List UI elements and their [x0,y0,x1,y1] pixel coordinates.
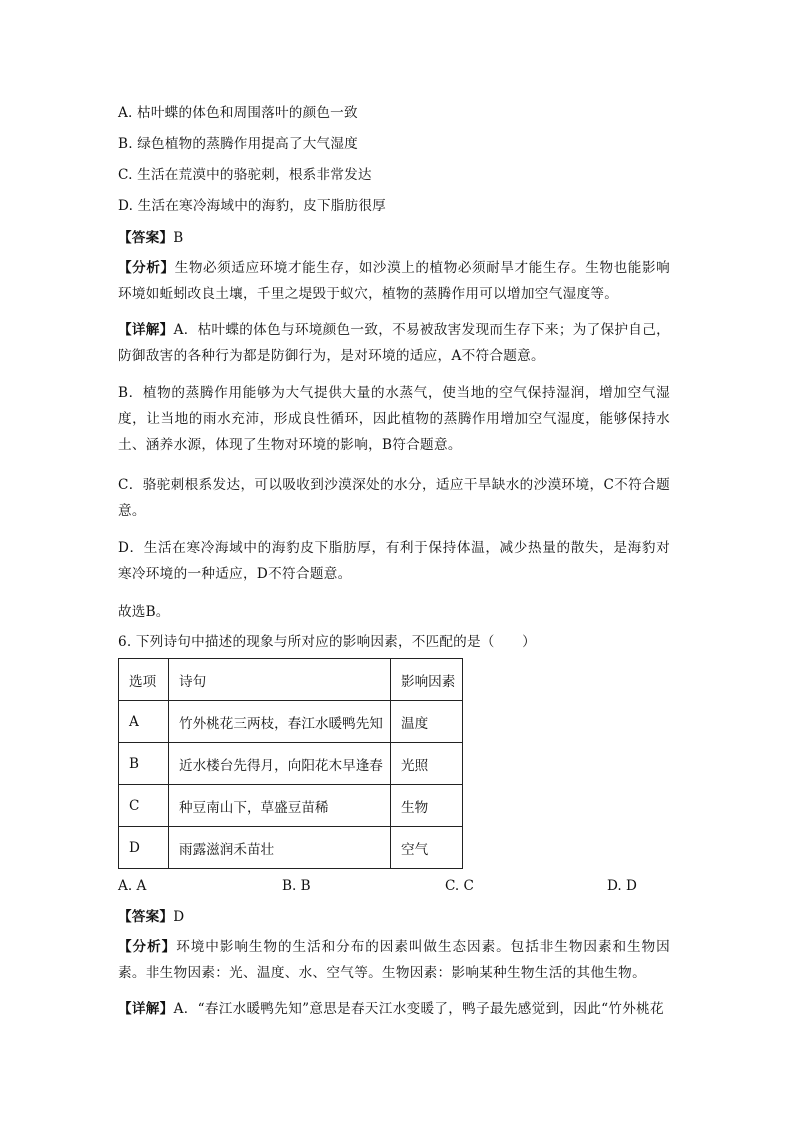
table-header-cell: 选项 [119,659,169,701]
analysis-tag: 【分析】 [118,260,175,276]
answer-tag: 【答案】 [118,909,174,925]
conclusion-prev: 故选B。 [118,604,170,620]
analysis-text: 生物必须适应环境才能生存，如沙漠上的植物必须耐旱才能生存。生物也能影响环境如蚯蚓改良土壤，千里之堤毁于蚁穴，植物的蒸腾作用可以增加空气湿度等。 [118,260,671,302]
table-header-row [119,659,463,701]
detail-a-prev [118,318,670,370]
answer-prev [118,228,183,248]
detail-b-prev: B．植物的蒸腾作用能够为大气提供大量的水蒸气，使当地的空气保持湿润，增加空气湿度，让当地的雨水充沛，形成良性循环，因此植物的蒸腾作用增加空气湿度，能够保持水土、涵养水源，体现了生物对环境的影响，B符合题意。 [118,385,670,453]
table-cell: 空气 [391,827,463,869]
table-cell: 种豆南山下，草盛豆苗稀 [169,785,391,827]
table-row [119,827,463,869]
question-6-stem: 6. 下列诗句中描述的现象与所对应的影响因素，不匹配的是（ ） [118,634,536,650]
table-cell: C [119,785,169,827]
table-row [119,743,463,785]
table-cell: 雨露滋润禾苗壮 [169,827,391,869]
analysis-prev [118,256,670,308]
detail-c-prev: C．骆驼刺根系发达，可以吸收到沙漠深处的水分，适应干旱缺水的沙漠环境，C不符合题意。 [118,477,670,519]
table-cell: B [119,743,169,785]
table-cell: 近水楼台先得月，向阳花木早逢春 [169,743,391,785]
option-b-prev: B. 绿色植物的蒸腾作用提高了大气湿度 [118,136,358,152]
table-cell: A [119,701,169,743]
choice-c: C. C [445,878,474,894]
option-a-prev: A. 枯叶蝶的体色和周围落叶的颜色一致 [118,105,358,121]
choice-b: B. B [282,878,311,894]
question-6-table [118,658,463,869]
option-d-prev: D. 生活在寒冷海域中的海豹，皮下脂肪很厚 [118,198,386,214]
answer-value: B [173,230,184,246]
detail-tag: 【详解】 [118,1001,174,1017]
analysis-text: 环境中影响生物的生活和分布的因素叫做生态因素。包括非生物因素和生物因素。非生物因素：光、温度、水、空气等。生物因素：影响某种生物生活的其他生物。 [118,939,671,981]
detail-d-prev: D．生活在寒冷海域中的海豹皮下脂肪厚，有利于保持体温，减少热量的散失，是海豹对寒冷环境的一种适应，D不符合题意。 [118,540,670,582]
table-cell: 光照 [391,743,463,785]
table-cell: D [119,827,169,869]
analysis-tag: 【分析】 [118,939,177,955]
detail-tag: 【详解】 [118,322,174,338]
detail-a-text: A．“春江水暖鸭先知”意思是春天江水变暖了，鸭子最先感觉到，因此“竹外桃花 [173,1001,664,1017]
table-row [119,785,463,827]
detail-6 [118,997,670,1023]
table-row [119,701,463,743]
table-cell: 生物 [391,785,463,827]
option-c-prev: C. 生活在荒漠中的骆驼刺，根系非常发达 [118,167,372,183]
analysis-6 [118,935,670,987]
choice-d: D. D [607,878,637,894]
answer-value: D [173,909,185,925]
detail-a-text: A．枯叶蝶的体色与环境颜色一致，不易被敌害发现而生存下来；为了保护自己，防御敌害的各种行为都是防御行为，是对环境的适应，A不符合题意。 [118,322,670,364]
table-cell: 温度 [391,701,463,743]
table-header-cell: 影响因素 [391,659,463,701]
table-header-cell: 诗句 [169,659,391,701]
choice-a: A. A [118,878,147,894]
answer-6 [118,907,184,927]
table-cell: 竹外桃花三两枝，春江水暖鸭先知 [169,701,391,743]
answer-tag: 【答案】 [118,230,174,246]
